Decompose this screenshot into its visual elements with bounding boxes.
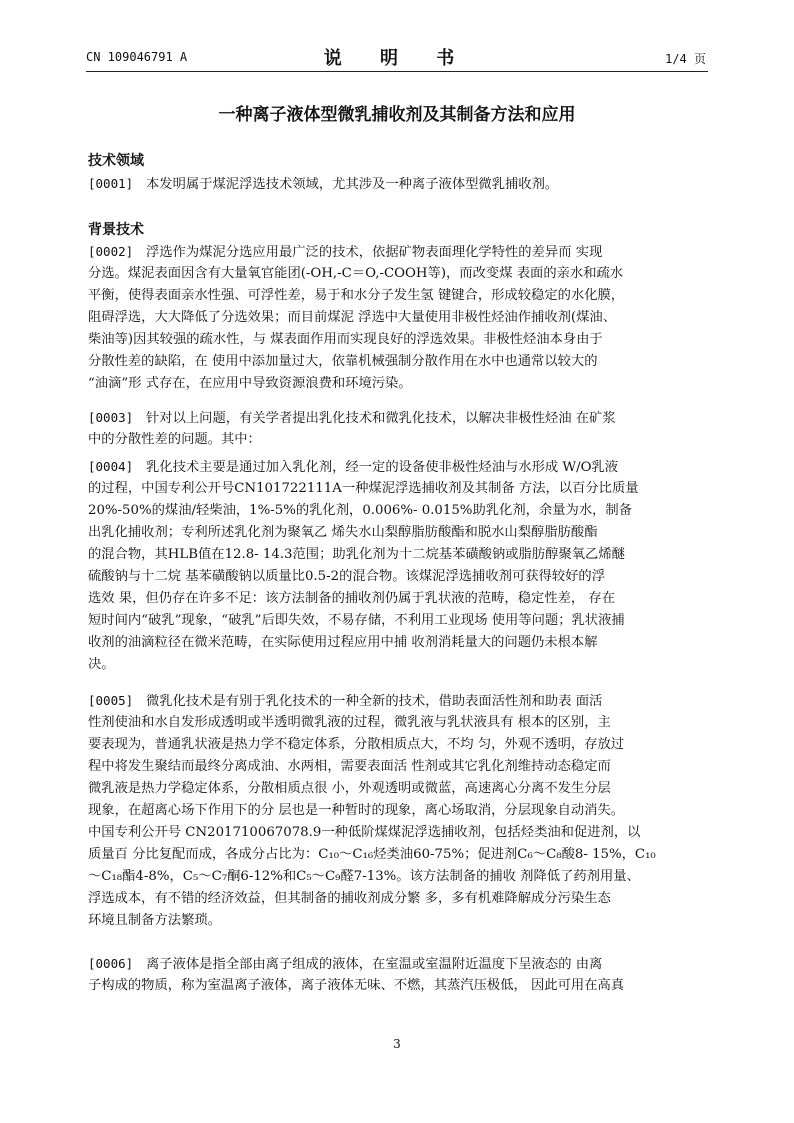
paragraph-text: 浮选成本，有不错的经济效益，但其制备的捕收剂成分繁 多，多有机难降解成分污染生态 [88, 891, 611, 906]
paragraph-number: [0002] [88, 244, 134, 259]
paragraph-line [88, 610, 708, 632]
paragraph-text: 程中将发生聚结而最终分离成油、水两相，需要表面活 性剂或其它乳化剂维持动态稳定而 [88, 759, 611, 774]
paragraph-text: “油滴”形 式存在，在应用中导致资源浪费和环境污染。 [88, 376, 412, 391]
section-heading-background: 背景技术 [88, 222, 144, 238]
paragraph-line [88, 654, 708, 676]
paragraph-number: [0005] [88, 693, 134, 708]
paragraph-line [88, 690, 708, 712]
paragraph-line [88, 910, 708, 932]
paragraph-line [88, 351, 708, 373]
paragraph-line [88, 844, 708, 866]
paragraph-text: 阻碍浮选，大大降低了分选效果；而目前煤泥 浮选中大量使用非极性烃油作捕收剂(煤油、 [88, 310, 616, 325]
paragraph-line [88, 632, 708, 654]
paragraph-text: 柴油等)因其较强的疏水性，与 煤表面作用而实现良好的浮选效果。非极性烃油本身由于 [88, 332, 603, 347]
paragraph-0002 [88, 241, 708, 395]
paragraph-line [88, 241, 708, 263]
paragraph-text: 离子液体是指全部由离子组成的液体，在室温或室温附近温度下呈液态的 由离 [146, 957, 603, 972]
paragraph-text: 质量百 分比复配而成，各成分占比为：C₁₀～C₁₆烃类油60-75%；促进剂C₆～C₈酸8- 15%，C₁₀ [88, 847, 656, 862]
paragraph-text: 浮选作为煤泥分选应用最广泛的技术，依据矿物表面理化学特性的差异而 实现 [146, 245, 603, 260]
paragraph-text: 中的分散性差的问题。其中： [88, 432, 261, 447]
paragraph-text: 平衡，使得表面亲水性强、可浮性差，易于和水分子发生氢 键键合，形成较稳定的水化膜， [88, 288, 625, 303]
paragraph-text: 分选。煤泥表面因含有大量氧官能团(-OH,-C＝O,-COOH等)，而改变煤 表面的亲水和疏水 [88, 266, 624, 281]
paragraph-line [88, 888, 708, 910]
doc-number: CN 109046791 A [86, 50, 188, 64]
paragraph-line [88, 307, 708, 329]
paragraph-text: 的过程，中国专利公开号CN101722111A一种煤泥浮选捕收剂及其制备 方法，以百分比质量 [88, 481, 639, 496]
paragraph-line [88, 734, 708, 756]
paragraph-text: 微乳液是热力学稳定体系，分散相质点很 小，外观透明或微蓝，高速离心分离不发生分层 [88, 781, 611, 796]
paragraph-text: 出乳化捕收剂；专利所述乳化剂为聚氧乙 烯失水山梨醇脂肪酸酯和脱水山梨醇脂肪酸酯 [88, 525, 598, 540]
paragraph-text: 中国专利公开号 CN201710067078.9一种低阶煤煤泥浮选捕收剂，包括烃类油和促进剂，以 [88, 825, 641, 840]
paragraph-text: 本发明属于煤泥浮选技术领域，尤其涉及一种离子液体型微乳捕收剂。 [146, 177, 559, 192]
paragraph-text: 短时间内“破乳”现象，“破乳”后即失效，不易存储，不利用工业现场 使用等问题；乳状液捕 [88, 613, 625, 628]
paragraph-line [88, 173, 708, 195]
section-heading-tech-field: 技术领域 [88, 153, 144, 169]
paragraph-line [88, 588, 708, 610]
paragraph-0003 [88, 407, 708, 451]
paragraph-text: 硫酸钠与十二烷 基苯磺酸钠以质量比0.5-2的混合物。该煤泥浮选捕收剂可获得较好的浮 [88, 569, 606, 584]
paragraph-text: 性剂使油和水自发形成透明或半透明微乳液的过程，微乳液与乳状液具有 根本的区别，主 [88, 715, 611, 730]
paragraph-number: [0001] [88, 176, 134, 191]
paragraph-text: 收剂的油滴粒径在微米范畴，在实际使用过程应用中捕 收剂消耗量大的问题仍未根本解 [88, 635, 598, 650]
paragraph-0006 [88, 953, 708, 997]
paragraph-line [88, 285, 708, 307]
paragraph-line [88, 500, 708, 522]
paragraph-line [88, 566, 708, 588]
header-title: 说 明 书 [323, 48, 471, 69]
paragraph-line [88, 407, 708, 429]
paragraph-number: [0003] [88, 410, 134, 425]
paragraph-text: 选效 果，但仍存在许多不足：该方法制备的捕收剂仍属于乳状液的范畴，稳定性差， 存在 [88, 591, 616, 606]
paragraph-number: [0006] [88, 956, 134, 971]
paragraph-text: 要表现为，普通乳状液是热力学不稳定体系，分散相质点大，不均 匀，外观不透明，存放过 [88, 737, 625, 752]
paragraph-line [88, 522, 708, 544]
paragraph-0001 [88, 173, 708, 195]
paragraph-line [88, 800, 708, 822]
paragraph-0005 [88, 690, 708, 932]
paragraph-line [88, 953, 708, 975]
paragraph-line [88, 975, 708, 997]
paragraph-line [88, 429, 708, 451]
paragraph-line [88, 778, 708, 800]
paragraph-text: 子构成的物质，称为室温离子液体，离子液体无味、不燃，其蒸汽压极低， 因此可用在高真 [88, 978, 625, 993]
paragraph-line [88, 478, 708, 500]
header-divider [86, 71, 708, 72]
paragraph-text: 20%-50%的煤油/轻柴油，1%-5%的乳化剂，0.006%- 0.015%助乳化剂，余量为水，制备 [88, 503, 633, 518]
paragraph-line [88, 373, 708, 395]
paragraph-line [88, 712, 708, 734]
paragraph-text: 环境且制备方法繁琐。 [88, 913, 221, 928]
paragraph-text: 分散性差的缺陷，在 使用中添加量过大，依靠机械强制分散作用在水中也通常以较大的 [88, 354, 598, 369]
paragraph-line [88, 756, 708, 778]
paragraph-line [88, 822, 708, 844]
page-indicator: 1/4 页 [665, 52, 706, 66]
paragraph-text: 现象，在超离心场下作用下的分 层也是一种暂时的现象，离心场取消，分层现象自动消失。 [88, 803, 625, 818]
paragraph-line [88, 544, 708, 566]
document-title: 一种离子液体型微乳捕收剂及其制备方法和应用 [218, 105, 576, 125]
paragraph-text: 决。 [88, 657, 115, 672]
paragraph-text: 乳化技术主要是通过加入乳化剂，经一定的设备使非极性烃油与水形成 W/O乳液 [146, 460, 619, 475]
paragraph-text: 的混合物，其HLB值在12.8- 14.3范围；助乳化剂为十二烷基苯磺酸钠或脂肪醇聚氧乙烯醚 [88, 547, 625, 562]
paragraph-text: 针对以上问题，有关学者提出乳化技术和微乳化技术，以解决非极性烃油 在矿浆 [146, 411, 616, 426]
paragraph-line [88, 263, 708, 285]
paragraph-line [88, 456, 708, 478]
paragraph-number: [0004] [88, 459, 134, 474]
paragraph-text: ～C₁₈酯4-8%，C₅～C₇酮6-12%和C₅～C₉醛7-13%。该方法制备的捕收 剂降低了药剂用量、 [88, 869, 640, 884]
paragraph-line [88, 329, 708, 351]
paragraph-line [88, 866, 708, 888]
paragraph-text: 微乳化技术是有别于乳化技术的一种全新的技术，借助表面活性剂和助表 面活 [146, 694, 603, 709]
paragraph-0004 [88, 456, 708, 676]
page-number: 3 [393, 1037, 401, 1051]
